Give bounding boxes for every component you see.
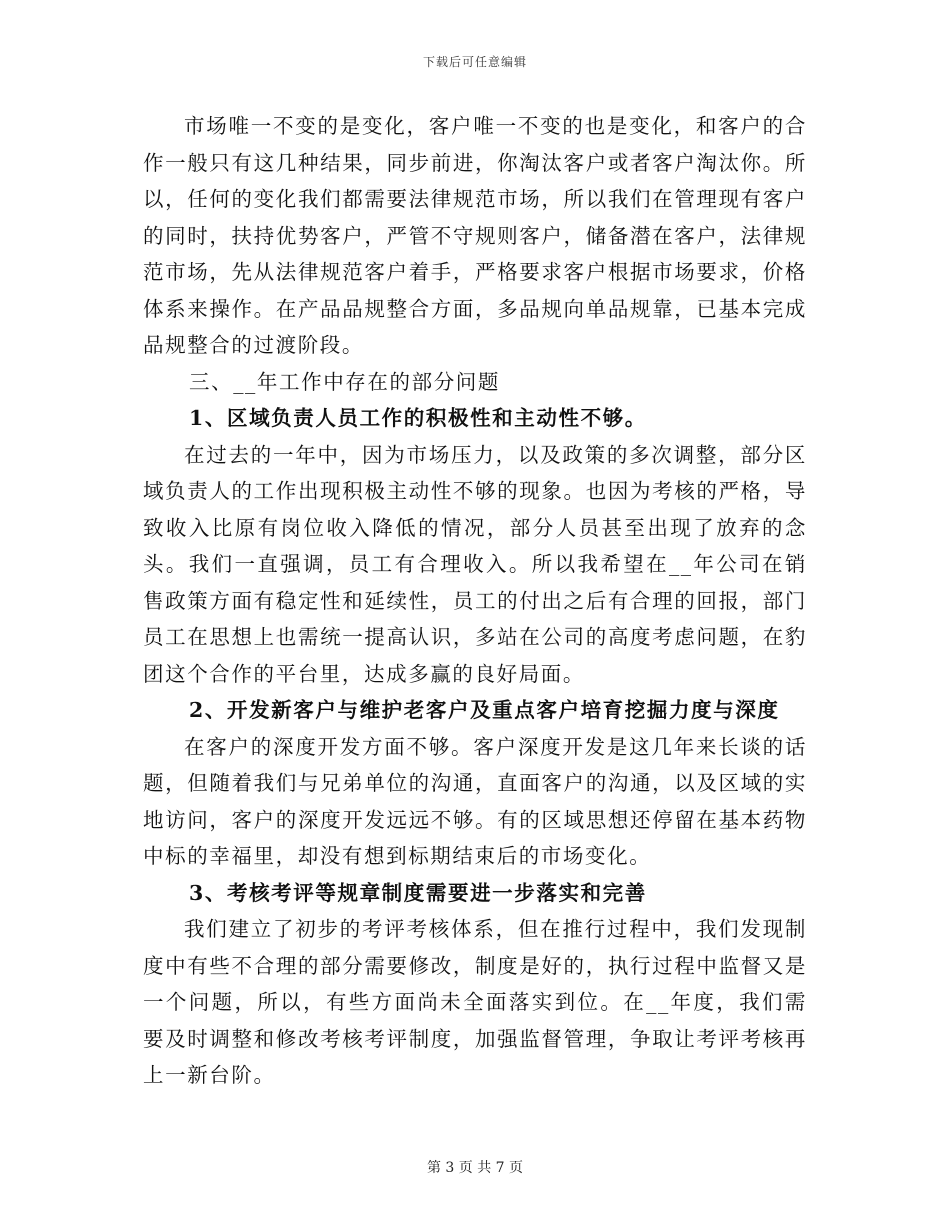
subheading-initiative: 1、区域负责人员工作的积极性和主动性不够。	[189, 406, 647, 430]
paragraph-market-change: 市场唯一不变的是变化，客户唯一不变的也是变化，和客户的合作一般只有这几种结果，同步前进，你淘汰客户或者客户淘汰你。所以，任何的变化我们都需要法律规范市场，所以我们在管理现有客户的同时，扶持优势客户，严管不守规则客户，储备潜在客户，法律规范市场，先从法律规范客户着手，严格要求客户根据市场要求，价格体系来操作。在产品品规整合方面，多品规向单品规靠，已基本完成品规整合的过渡阶段。	[143, 114, 807, 357]
paragraph-initiative: 在过去的一年中，因为市场压力，以及政策的多次调整，部分区域负责人的工作出现积极主动性不够的现象。也因为考核的严格，导致收入比原有岗位收入降低的情况，部分人员甚至出现了放弃的念头。我们一直强调，员工有合理收入。所以我希望在__年公司在销售政策方面有稳定性和延续性，员工的付出之后有合理的回报，部门员工在思想上也需统一提高认识，多站在公司的高度考虑问题，在豹团这个合作的平台里，达成多赢的良好局面。	[143, 442, 807, 686]
subheading-customer-development: 2、开发新客户与维护老客户及重点客户培育挖掘力度与深度	[189, 698, 780, 722]
paragraph-assessment: 我们建立了初步的考评考核体系，但在推行过程中，我们发现制度中有些不合理的部分需要修改，制度是好的，执行过程中监督又是一个问题，所以，有些方面尚未全面落实到位。在__年度，我们需要及时调整和修改考核考评制度，加强监督管理，争取让考评考核再上一新台阶。	[143, 917, 807, 1087]
subheading-assessment: 3、考核考评等规章制度需要进一步落实和完善	[189, 880, 647, 905]
page-number: 第 3 页 共 7 页	[426, 1160, 524, 1176]
document-body	[143, 108, 807, 1094]
page-header-note: 下载后可任意编辑	[422, 55, 527, 69]
paragraph-customer-development: 在客户的深度开发方面不够。客户深度开发是这几年来长谈的话题，但随着我们与兄弟单位的沟通，直面客户的沟通，以及区域的实地访问，客户的深度开发远远不够。有的区域思想还停留在基本药物中标的幸福里，却没有想到标期结束后的市场变化。	[143, 734, 807, 868]
section-heading-problems: 三、__年工作中存在的部分问题	[189, 369, 500, 394]
